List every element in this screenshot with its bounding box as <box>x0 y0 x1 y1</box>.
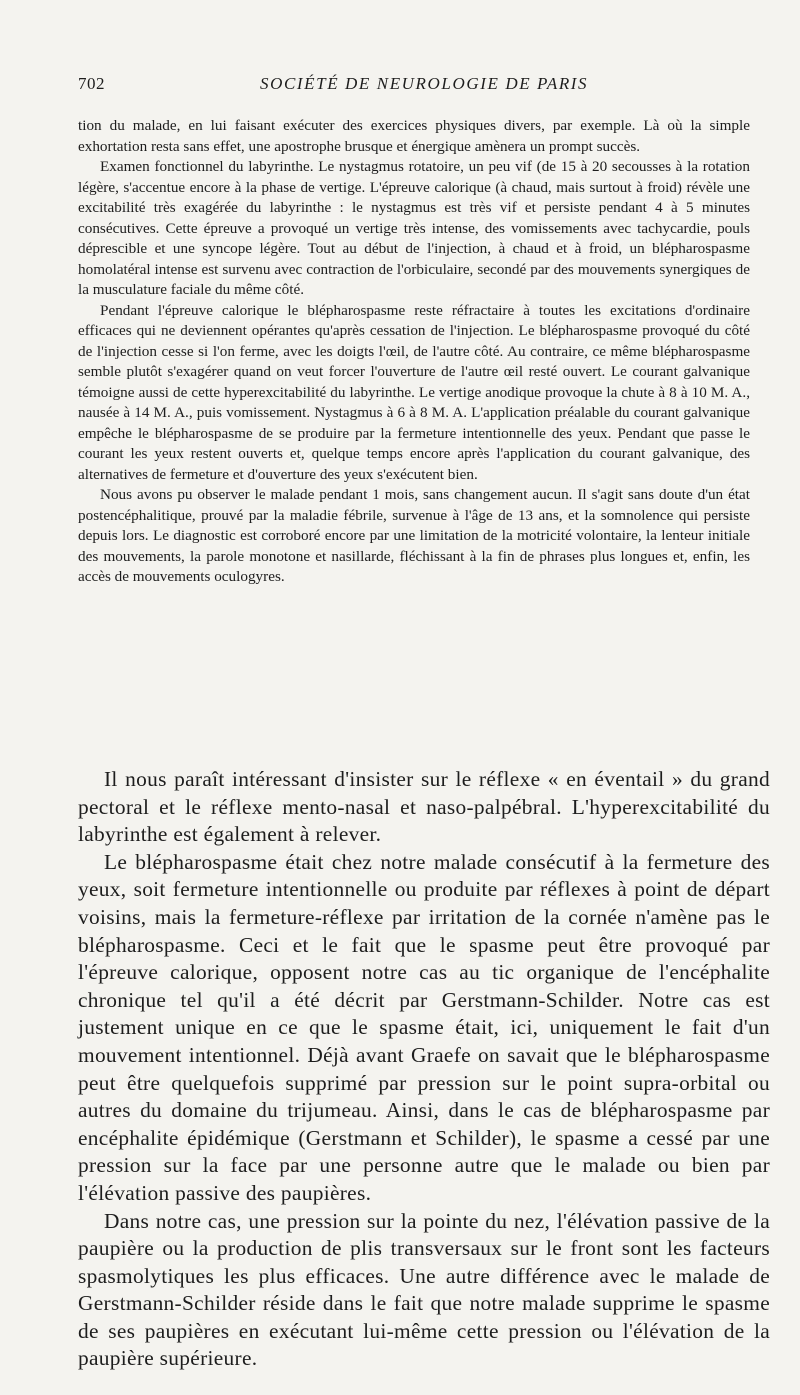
paragraph: tion du malade, en lui faisant exécuter des exercices physiques divers, par exemple. Là où la simple exhortation resta sans effet, une apostrophe brusque et énergique amènera un prompt succès. <box>78 117 750 155</box>
paragraph: Nous avons pu observer le malade pendant 1 mois, sans changement aucun. Il s'agit sans doute d'un état postencéphalitique, prouvé par la maladie fébrile, survenue à l'âge de 13 ans, et la somnolence qui persiste depuis lors. Le diagnostic est corroboré encore par une limitation de la motricité volontaire, la lenteur initiale des mouvements, la parole monotone et nasillarde, fléchissant à la fin de phrases plus longues et, enfin, les accès de mouvements oculogyres. <box>78 486 750 585</box>
clinical-observation-section <box>78 116 750 588</box>
paragraph: Dans notre cas, une pression sur la pointe du nez, l'élévation passive de la paupière ou la production de plis transversaux sur le front sont les facteurs spasmolytiques les plus efficaces. Une autre différence avec le malade de Gerstmann-Schilder réside dans le fait que notre malade supprime le spasme de ses paupières en exécutant lui-même cette pression ou l'élévation de la paupière supérieure. <box>78 1208 770 1371</box>
running-title: SOCIÉTÉ DE NEUROLOGIE DE PARIS <box>260 74 589 93</box>
paragraph: Examen fonctionnel du labyrinthe. Le nystagmus rotatoire, un peu vif (de 15 à 20 secousses à la rotation légère, s'accentue encore à la phase de vertige. L'épreuve calorique (à chaud, mais surtout à froid) révèle une excitabilité très exagérée du labyrinthe : le nystagmus est très vif et persiste pendant 4 à 5 minutes consécutives. Cette épreuve a provoqué un vertige très intense, des vomissements avec tachycardie, pouls déprescible et une syncope légère. Tout au début de l'injection, à chaud et à froid, un blépharospasme homolatéral intense est survenu avec contraction de l'orbiculaire, secondé par des mouvements synergiques de la musculature faciale du même côté. <box>78 158 750 298</box>
discussion-section <box>78 766 770 1373</box>
paragraph: Il nous paraît intéressant d'insister sur le réflexe « en éventail » du grand pectoral et le réflexe mento-nasal et naso-palpébral. L'hyperexcitabilité du labyrinthe est également à relever. <box>78 767 770 847</box>
paragraph: Pendant l'épreuve calorique le blépharospasme reste réfractaire à toutes les excitations d'ordinaire efficaces qui ne deviennent opérantes qu'après cessation de l'injection. Le blépharospasme provoqué du côté de l'injection cesse si l'on ferme, avec les doigts l'œil, de l'autre côté. Au contraire, ce même blépharospasme semble plutôt s'exagérer quand on veut forcer l'ouverture de l'autre œil resté ouvert. Le courant galvanique témoigne aussi de cette hyperexcitabilité du labyrinthe. Le vertige anodique provoque la chute à 8 à 10 M. A., nausée à 14 M. A., puis vomissement. Nystagmus à 6 à 8 M. A. L'application préalable du courant galvanique empêche le blépharospasme de se produire par la fermeture intentionnelle des yeux. Pendant que passe le courant les yeux restent ouverts et, quelque temps encore après l'application du courant galvanique, des alternatives de fermeture et d'ouverture des yeux s'exécutent bien. <box>78 301 750 483</box>
page-number: 702 <box>78 74 105 93</box>
page-header <box>78 74 748 98</box>
paragraph: Le blépharospasme était chez notre malade consécutif à la fermeture des yeux, soit fermeture intentionnelle ou produite par réflexes à point de départ voisins, mais la fermeture-réflexe par irritation de la cornée n'amène pas le blépharospasme. Ceci et le fait que le spasme peut être provoqué par l'épreuve calorique, opposent notre cas au tic organique de l'encéphalite chronique tel qu'il a été décrit par Gerstmann-Schilder. Notre cas est justement unique en ce que le spasme était, ici, uniquement le fait d'un mouvement intentionnel. Déjà avant Graefe on savait que le blépharospasme peut être quelquefois supprimé par pression sur le point supra-orbital ou autres du domaine du trijumeau. Ainsi, dans le cas de blépharospasme par encéphalite épidémique (Gerstmann et Schilder), le spasme a cessé par une pression sur la face par une personne autre que le malade ou bien par l'élévation passive des paupières. <box>78 849 770 1205</box>
